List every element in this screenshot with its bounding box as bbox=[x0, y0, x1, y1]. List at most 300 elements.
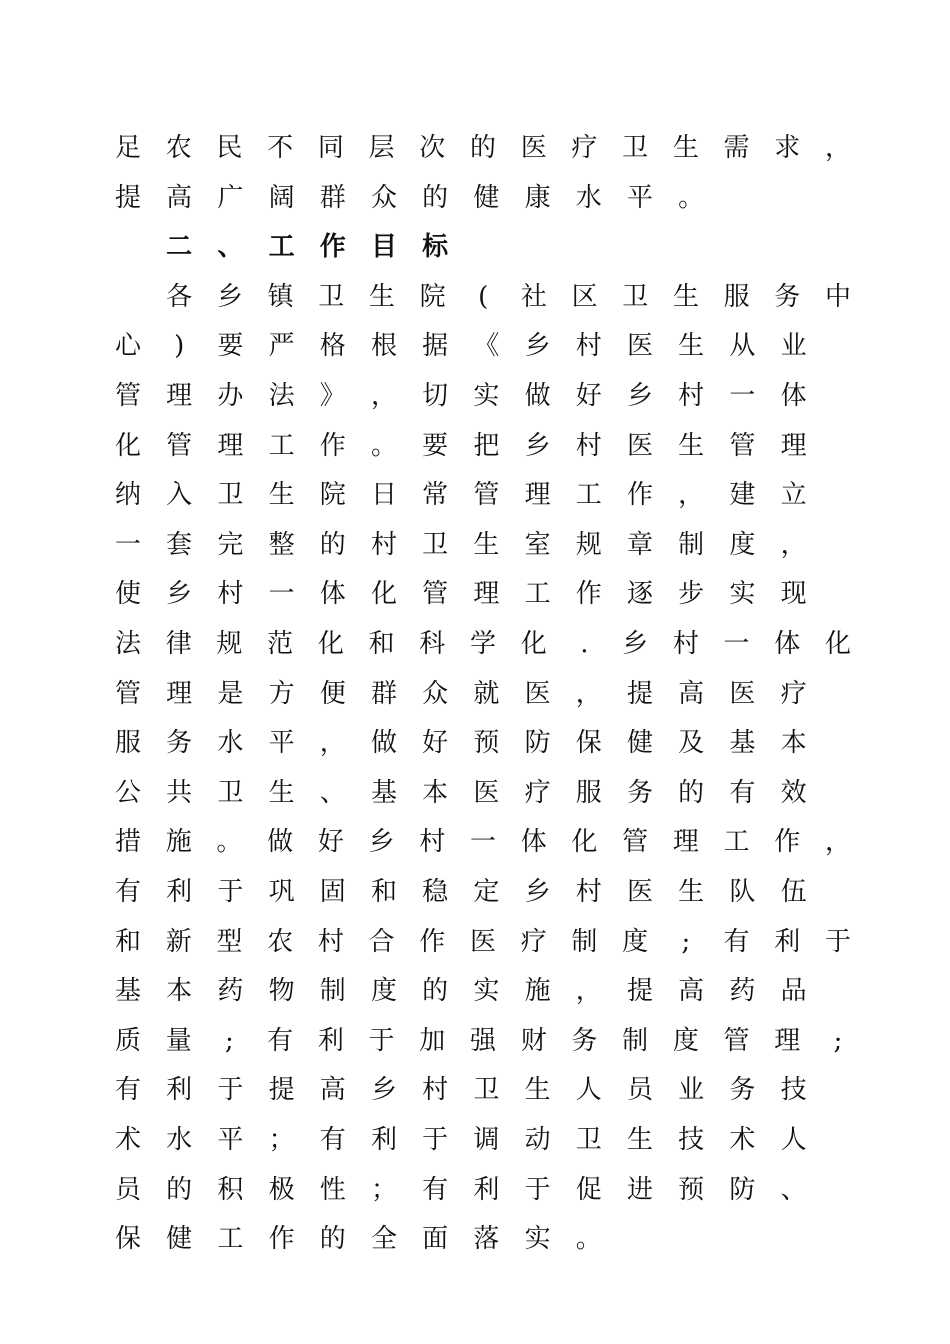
text-char: 作 bbox=[268, 1224, 295, 1255]
text-char: 调 bbox=[473, 1125, 500, 1155]
text-char: 、 bbox=[319, 777, 346, 808]
text-char: 的 bbox=[319, 1224, 346, 1255]
text-char: ， bbox=[824, 133, 852, 163]
text-char: 乡 bbox=[216, 281, 243, 312]
text-char: 生 bbox=[268, 480, 295, 511]
text-char: 人 bbox=[575, 1075, 602, 1106]
text-char: 利 bbox=[317, 1025, 344, 1056]
text-char: 品 bbox=[780, 976, 807, 1007]
text-char: 区 bbox=[571, 281, 598, 312]
text-char: 范 bbox=[267, 629, 294, 659]
text-char: 卫 bbox=[473, 1075, 500, 1106]
text-char: 提 bbox=[114, 182, 142, 213]
text-char: 度 bbox=[672, 1025, 699, 1056]
text-char: 生 bbox=[672, 281, 699, 312]
text-char: ； bbox=[268, 1125, 295, 1155]
text-char: 卫 bbox=[422, 529, 449, 560]
text-char: 高 bbox=[319, 1075, 346, 1106]
text-char: 健 bbox=[166, 1224, 193, 1255]
text-char: 制 bbox=[678, 529, 705, 560]
text-char: 卫 bbox=[622, 133, 649, 163]
text-char: 服 bbox=[575, 777, 602, 808]
text-char: 律 bbox=[165, 629, 192, 659]
text-char: ( bbox=[478, 281, 489, 312]
text-char: 度 bbox=[622, 926, 649, 957]
text-char: 乡 bbox=[166, 579, 193, 610]
text-char: 有 bbox=[267, 1025, 294, 1056]
text-char: 医 bbox=[469, 926, 497, 957]
text-char: 体 bbox=[319, 579, 346, 610]
text-char: 医 bbox=[626, 877, 654, 907]
text-char: 管 bbox=[114, 678, 142, 709]
text-char: 理 bbox=[166, 678, 193, 709]
text-char: 作 bbox=[575, 579, 602, 610]
text-char: 管 bbox=[166, 430, 193, 461]
text-char: 合 bbox=[368, 926, 395, 957]
text-char: 科 bbox=[419, 629, 446, 659]
text-char: 现 bbox=[780, 579, 807, 610]
text-char: ) bbox=[174, 331, 185, 362]
text-char: 于 bbox=[217, 877, 244, 907]
text-char: 众 bbox=[422, 678, 449, 709]
text-char: 化 bbox=[370, 579, 398, 610]
text-char: 制 bbox=[319, 976, 346, 1007]
text-char: 乡 bbox=[524, 430, 551, 461]
text-char: 格 bbox=[319, 331, 346, 362]
text-char: 预 bbox=[678, 1174, 705, 1205]
text-char: 理 bbox=[217, 430, 244, 461]
text-char: 各 bbox=[166, 281, 193, 312]
text-char: 方 bbox=[268, 678, 295, 709]
text-char: 有 bbox=[114, 1075, 142, 1106]
text-char: 基 bbox=[114, 976, 142, 1007]
text-char: 逐 bbox=[626, 579, 654, 610]
text-char: 促 bbox=[575, 1174, 602, 1205]
text-char: 理 bbox=[672, 827, 699, 858]
text-char: 从 bbox=[729, 331, 756, 362]
text-char: ； bbox=[370, 1174, 398, 1205]
text-char: 强 bbox=[469, 1025, 497, 1056]
text-char: ; bbox=[681, 926, 691, 957]
text-char: 法 bbox=[268, 381, 295, 411]
text-char: 管 bbox=[114, 381, 142, 411]
text-char: 乡 bbox=[622, 629, 649, 659]
paragraph-line bbox=[0, 674, 950, 714]
text-char: 健 bbox=[626, 728, 654, 759]
text-char: 水 bbox=[217, 728, 244, 759]
section-heading bbox=[0, 227, 950, 267]
text-char: 同 bbox=[317, 133, 344, 163]
text-char: 共 bbox=[166, 777, 193, 808]
text-char: 院 bbox=[319, 480, 346, 511]
text-char: 村 bbox=[217, 579, 244, 610]
text-char: 务 bbox=[571, 1025, 598, 1056]
text-char: 基 bbox=[729, 728, 756, 759]
text-char: 和 bbox=[114, 926, 142, 957]
text-char: 化 bbox=[824, 629, 852, 659]
text-char: 量 bbox=[165, 1025, 192, 1056]
paragraph-line bbox=[0, 723, 950, 763]
text-char: 整 bbox=[268, 529, 295, 560]
text-char: 保 bbox=[575, 728, 602, 759]
text-char: 卫 bbox=[318, 281, 345, 312]
text-char: 医 bbox=[524, 678, 551, 709]
text-char: 切 bbox=[422, 381, 449, 411]
text-char: 于 bbox=[217, 1075, 244, 1106]
text-char: 公 bbox=[114, 777, 142, 808]
text-char: 管 bbox=[473, 480, 500, 511]
text-char: ， bbox=[575, 976, 602, 1007]
text-char: 群 bbox=[319, 182, 346, 213]
text-char: 乡 bbox=[370, 1075, 398, 1106]
text-char: 足 bbox=[114, 133, 142, 163]
text-char: 疗 bbox=[524, 777, 551, 808]
text-char: 防 bbox=[524, 728, 551, 759]
text-char: 服 bbox=[723, 281, 750, 312]
text-char: 实 bbox=[473, 381, 500, 411]
text-char: 。 bbox=[216, 827, 243, 858]
text-char: 制 bbox=[622, 1025, 649, 1056]
text-char: 防 bbox=[729, 1174, 756, 1205]
text-char: 体 bbox=[520, 827, 547, 858]
text-char: 利 bbox=[473, 1174, 500, 1205]
text-char: 村 bbox=[422, 1075, 449, 1106]
text-char: 固 bbox=[319, 877, 346, 907]
text-char: 广 bbox=[217, 182, 244, 213]
text-char: 进 bbox=[626, 1174, 654, 1205]
text-char: 要 bbox=[422, 430, 449, 461]
text-char: 疗 bbox=[780, 678, 807, 709]
text-char: 极 bbox=[268, 1174, 295, 1205]
paragraph-line bbox=[0, 326, 950, 366]
text-char: 管 bbox=[422, 579, 449, 610]
text-char: 本 bbox=[166, 976, 193, 1007]
paragraph-line bbox=[0, 1120, 950, 1160]
text-char: 定 bbox=[473, 877, 500, 907]
paragraph-line bbox=[0, 773, 950, 813]
text-char: 村 bbox=[370, 529, 398, 560]
text-char: 求 bbox=[774, 133, 801, 163]
text-char: 便 bbox=[319, 678, 346, 709]
text-char: 高 bbox=[678, 678, 705, 709]
text-char: 提 bbox=[626, 678, 654, 709]
text-char: 水 bbox=[575, 182, 602, 213]
text-char: 做 bbox=[524, 381, 551, 411]
text-char: 需 bbox=[723, 133, 750, 163]
text-char: 质 bbox=[114, 1025, 142, 1056]
text-char: 全 bbox=[370, 1224, 398, 1255]
text-char: 一 bbox=[268, 579, 295, 610]
text-char: 的 bbox=[678, 777, 705, 808]
text-char: 技 bbox=[678, 1125, 705, 1155]
text-char: 的 bbox=[319, 529, 346, 560]
text-char: 疗 bbox=[571, 133, 598, 163]
text-char: 面 bbox=[422, 1224, 449, 1255]
text-char: 的 bbox=[422, 976, 449, 1007]
text-char: 度 bbox=[729, 529, 756, 560]
text-char: 体 bbox=[774, 629, 801, 659]
text-char: 工 bbox=[217, 1224, 244, 1255]
text-char: 一 bbox=[729, 381, 756, 411]
text-char: 卫 bbox=[217, 777, 244, 808]
text-char: ， bbox=[370, 381, 398, 411]
text-char: ; bbox=[833, 1025, 843, 1056]
text-char: 医 bbox=[473, 777, 500, 808]
paragraph-line bbox=[0, 922, 950, 962]
text-char: ; bbox=[225, 1025, 234, 1056]
paragraph-line bbox=[0, 1070, 950, 1110]
text-char: 、 bbox=[217, 232, 244, 263]
text-char: 学 bbox=[469, 629, 497, 659]
text-char: 群 bbox=[370, 678, 398, 709]
text-char: 医 bbox=[626, 430, 654, 461]
text-char: 套 bbox=[166, 529, 193, 560]
text-char: 章 bbox=[626, 529, 654, 560]
text-char: 施 bbox=[165, 827, 192, 858]
paragraph-line bbox=[0, 426, 950, 466]
text-char: 疗 bbox=[520, 926, 547, 957]
text-char: 化 bbox=[520, 629, 547, 659]
text-char: 业 bbox=[678, 1075, 705, 1106]
paragraph-line bbox=[0, 376, 950, 416]
text-char: 服 bbox=[114, 728, 142, 759]
text-char: 村 bbox=[575, 877, 602, 907]
text-char: 于 bbox=[422, 1125, 449, 1155]
text-char: 使 bbox=[114, 579, 142, 610]
text-char: 民 bbox=[216, 133, 243, 163]
text-char: 理 bbox=[780, 430, 807, 461]
text-char: 理 bbox=[473, 579, 500, 610]
paragraph-line bbox=[0, 1021, 950, 1061]
text-char: 工 bbox=[268, 232, 295, 263]
text-char: 好 bbox=[422, 728, 449, 759]
text-char: 医 bbox=[520, 133, 547, 163]
text-char: 巩 bbox=[268, 877, 295, 907]
text-char: 生 bbox=[368, 281, 395, 312]
text-char: 心 bbox=[114, 331, 142, 362]
text-char: 人 bbox=[780, 1125, 807, 1155]
text-char: 动 bbox=[524, 1125, 551, 1155]
paragraph-line bbox=[0, 277, 950, 317]
text-char: 。 bbox=[370, 430, 398, 461]
text-char: 卫 bbox=[217, 480, 244, 511]
text-char: 乡 bbox=[368, 827, 395, 858]
text-char: 的 bbox=[422, 182, 449, 213]
paragraph-line bbox=[0, 1170, 950, 1210]
paragraph-line bbox=[0, 624, 950, 664]
text-char: 完 bbox=[217, 529, 244, 560]
text-char: 体 bbox=[780, 381, 807, 411]
text-char: 村 bbox=[672, 629, 699, 659]
text-char: 落 bbox=[473, 1224, 500, 1255]
text-char: 据 bbox=[422, 331, 449, 362]
text-char: 本 bbox=[422, 777, 449, 808]
text-char: 把 bbox=[473, 430, 500, 461]
text-char: 乡 bbox=[524, 331, 551, 362]
text-char: 生 bbox=[524, 1075, 551, 1106]
text-char: 有 bbox=[729, 777, 756, 808]
text-char: 办 bbox=[217, 381, 244, 411]
text-char: 技 bbox=[780, 1075, 807, 1106]
text-char: 医 bbox=[626, 331, 654, 362]
text-char: 业 bbox=[780, 331, 807, 362]
text-char: 就 bbox=[473, 678, 500, 709]
text-char: 利 bbox=[774, 926, 801, 957]
text-char: 的 bbox=[166, 1174, 193, 1205]
text-char: 工 bbox=[268, 430, 295, 461]
text-char: 平 bbox=[268, 728, 295, 759]
text-char: 员 bbox=[626, 1075, 654, 1106]
text-char: 的 bbox=[469, 133, 497, 163]
text-char: 化 bbox=[571, 827, 598, 858]
text-char: 生 bbox=[678, 331, 705, 362]
text-char: 村 bbox=[317, 926, 344, 957]
text-char: 生 bbox=[473, 529, 500, 560]
text-char: 型 bbox=[216, 926, 243, 957]
text-char: 加 bbox=[419, 1025, 446, 1056]
text-char: 提 bbox=[268, 1075, 295, 1106]
text-char: 务 bbox=[774, 281, 801, 312]
text-char: 中 bbox=[824, 281, 852, 312]
text-char: 一 bbox=[723, 629, 750, 659]
text-char: 村 bbox=[575, 331, 602, 362]
text-char: 卫 bbox=[575, 1125, 602, 1155]
text-char: 理 bbox=[166, 381, 193, 411]
text-char: 工 bbox=[524, 579, 551, 610]
text-char: 规 bbox=[216, 629, 243, 659]
text-char: 日 bbox=[370, 480, 398, 511]
text-char: 做 bbox=[370, 728, 398, 759]
text-char: 及 bbox=[678, 728, 705, 759]
text-char: 村 bbox=[678, 381, 705, 411]
text-char: 不 bbox=[267, 133, 294, 163]
text-char: 医 bbox=[729, 678, 756, 709]
text-char: 众 bbox=[370, 182, 398, 213]
text-char: 积 bbox=[217, 1174, 244, 1205]
text-char: 法 bbox=[114, 629, 142, 659]
text-char: 平 bbox=[217, 1125, 244, 1155]
text-char: 农 bbox=[165, 133, 192, 163]
text-char: ， bbox=[780, 529, 807, 560]
text-char: 化 bbox=[114, 430, 142, 461]
text-char: 层 bbox=[368, 133, 395, 163]
text-char: 生 bbox=[626, 1125, 654, 1155]
text-char: 利 bbox=[370, 1125, 398, 1155]
text-char: 生 bbox=[268, 777, 295, 808]
text-char: 根 bbox=[370, 331, 398, 362]
text-char: 步 bbox=[678, 579, 705, 610]
text-char: 作 bbox=[319, 430, 346, 461]
text-char: 工 bbox=[723, 827, 750, 858]
text-char: 次 bbox=[419, 133, 446, 163]
text-char: 作 bbox=[626, 480, 654, 511]
text-char: 药 bbox=[217, 976, 244, 1007]
text-char: 于 bbox=[368, 1025, 395, 1056]
text-char: 好 bbox=[317, 827, 344, 858]
paragraph-line bbox=[0, 971, 950, 1011]
text-char: 要 bbox=[217, 331, 244, 362]
text-char: 乡 bbox=[524, 877, 551, 907]
text-char: 生 bbox=[678, 877, 705, 907]
text-char: 二 bbox=[166, 232, 193, 263]
text-char: 管 bbox=[723, 1025, 750, 1056]
text-char: 务 bbox=[729, 1075, 756, 1106]
text-char: ， bbox=[824, 827, 852, 858]
text-char: 社 bbox=[520, 281, 547, 312]
text-char: 利 bbox=[166, 1075, 193, 1106]
text-char: ， bbox=[319, 728, 346, 759]
text-char: 术 bbox=[114, 1125, 142, 1155]
text-char: 度 bbox=[370, 976, 398, 1007]
text-char: 生 bbox=[678, 430, 705, 461]
text-char: ， bbox=[575, 678, 602, 709]
text-char: 高 bbox=[166, 182, 193, 213]
text-char: 工 bbox=[575, 480, 602, 511]
text-char: 实 bbox=[473, 976, 500, 1007]
text-char: 室 bbox=[524, 529, 551, 560]
text-char: 实 bbox=[729, 579, 756, 610]
text-char: 和 bbox=[368, 629, 395, 659]
text-char: 一 bbox=[469, 827, 497, 858]
text-char: 理 bbox=[524, 480, 551, 511]
text-char: 卫 bbox=[622, 281, 649, 312]
text-char: 队 bbox=[729, 877, 756, 907]
paragraph-line bbox=[0, 525, 950, 565]
text-char: 、 bbox=[780, 1174, 807, 1205]
text-char: 有 bbox=[114, 877, 142, 907]
text-char: 有 bbox=[319, 1125, 346, 1155]
text-char: 标 bbox=[422, 232, 449, 263]
text-char: 措 bbox=[114, 827, 142, 858]
text-char: 管 bbox=[729, 430, 756, 461]
text-char: 员 bbox=[114, 1174, 142, 1205]
text-char: 目 bbox=[370, 232, 398, 263]
text-char: 有 bbox=[723, 926, 750, 957]
text-char: 《 bbox=[473, 331, 500, 362]
text-char: 制 bbox=[571, 926, 598, 957]
text-char: 稳 bbox=[422, 877, 449, 907]
text-char: 基 bbox=[370, 777, 398, 808]
text-char: 阔 bbox=[268, 182, 295, 213]
text-char: 建 bbox=[729, 480, 756, 511]
text-char: 村 bbox=[575, 430, 602, 461]
text-char: 生 bbox=[672, 133, 699, 163]
text-char: 实 bbox=[524, 1224, 551, 1255]
text-char: 本 bbox=[780, 728, 807, 759]
text-char: 规 bbox=[575, 529, 602, 560]
text-char: 财 bbox=[520, 1025, 547, 1056]
text-char: 做 bbox=[267, 827, 294, 858]
text-char: 性 bbox=[319, 1174, 346, 1205]
text-char: 立 bbox=[780, 480, 807, 511]
text-char: 院 bbox=[419, 281, 446, 312]
text-char: 务 bbox=[166, 728, 193, 759]
text-char: 好 bbox=[575, 381, 602, 411]
text-char: 术 bbox=[729, 1125, 756, 1155]
text-char: 乡 bbox=[626, 381, 654, 411]
text-char: 高 bbox=[678, 976, 705, 1007]
text-char: 务 bbox=[626, 777, 654, 808]
paragraph-line bbox=[0, 872, 950, 912]
text-char: 效 bbox=[780, 777, 807, 808]
text-char: 作 bbox=[419, 926, 446, 957]
text-char: 一 bbox=[114, 529, 142, 560]
text-char: 新 bbox=[165, 926, 192, 957]
paragraph-line bbox=[0, 128, 950, 168]
text-char: 健 bbox=[473, 182, 500, 213]
paragraph-line bbox=[0, 574, 950, 614]
text-char: ， bbox=[678, 480, 705, 511]
